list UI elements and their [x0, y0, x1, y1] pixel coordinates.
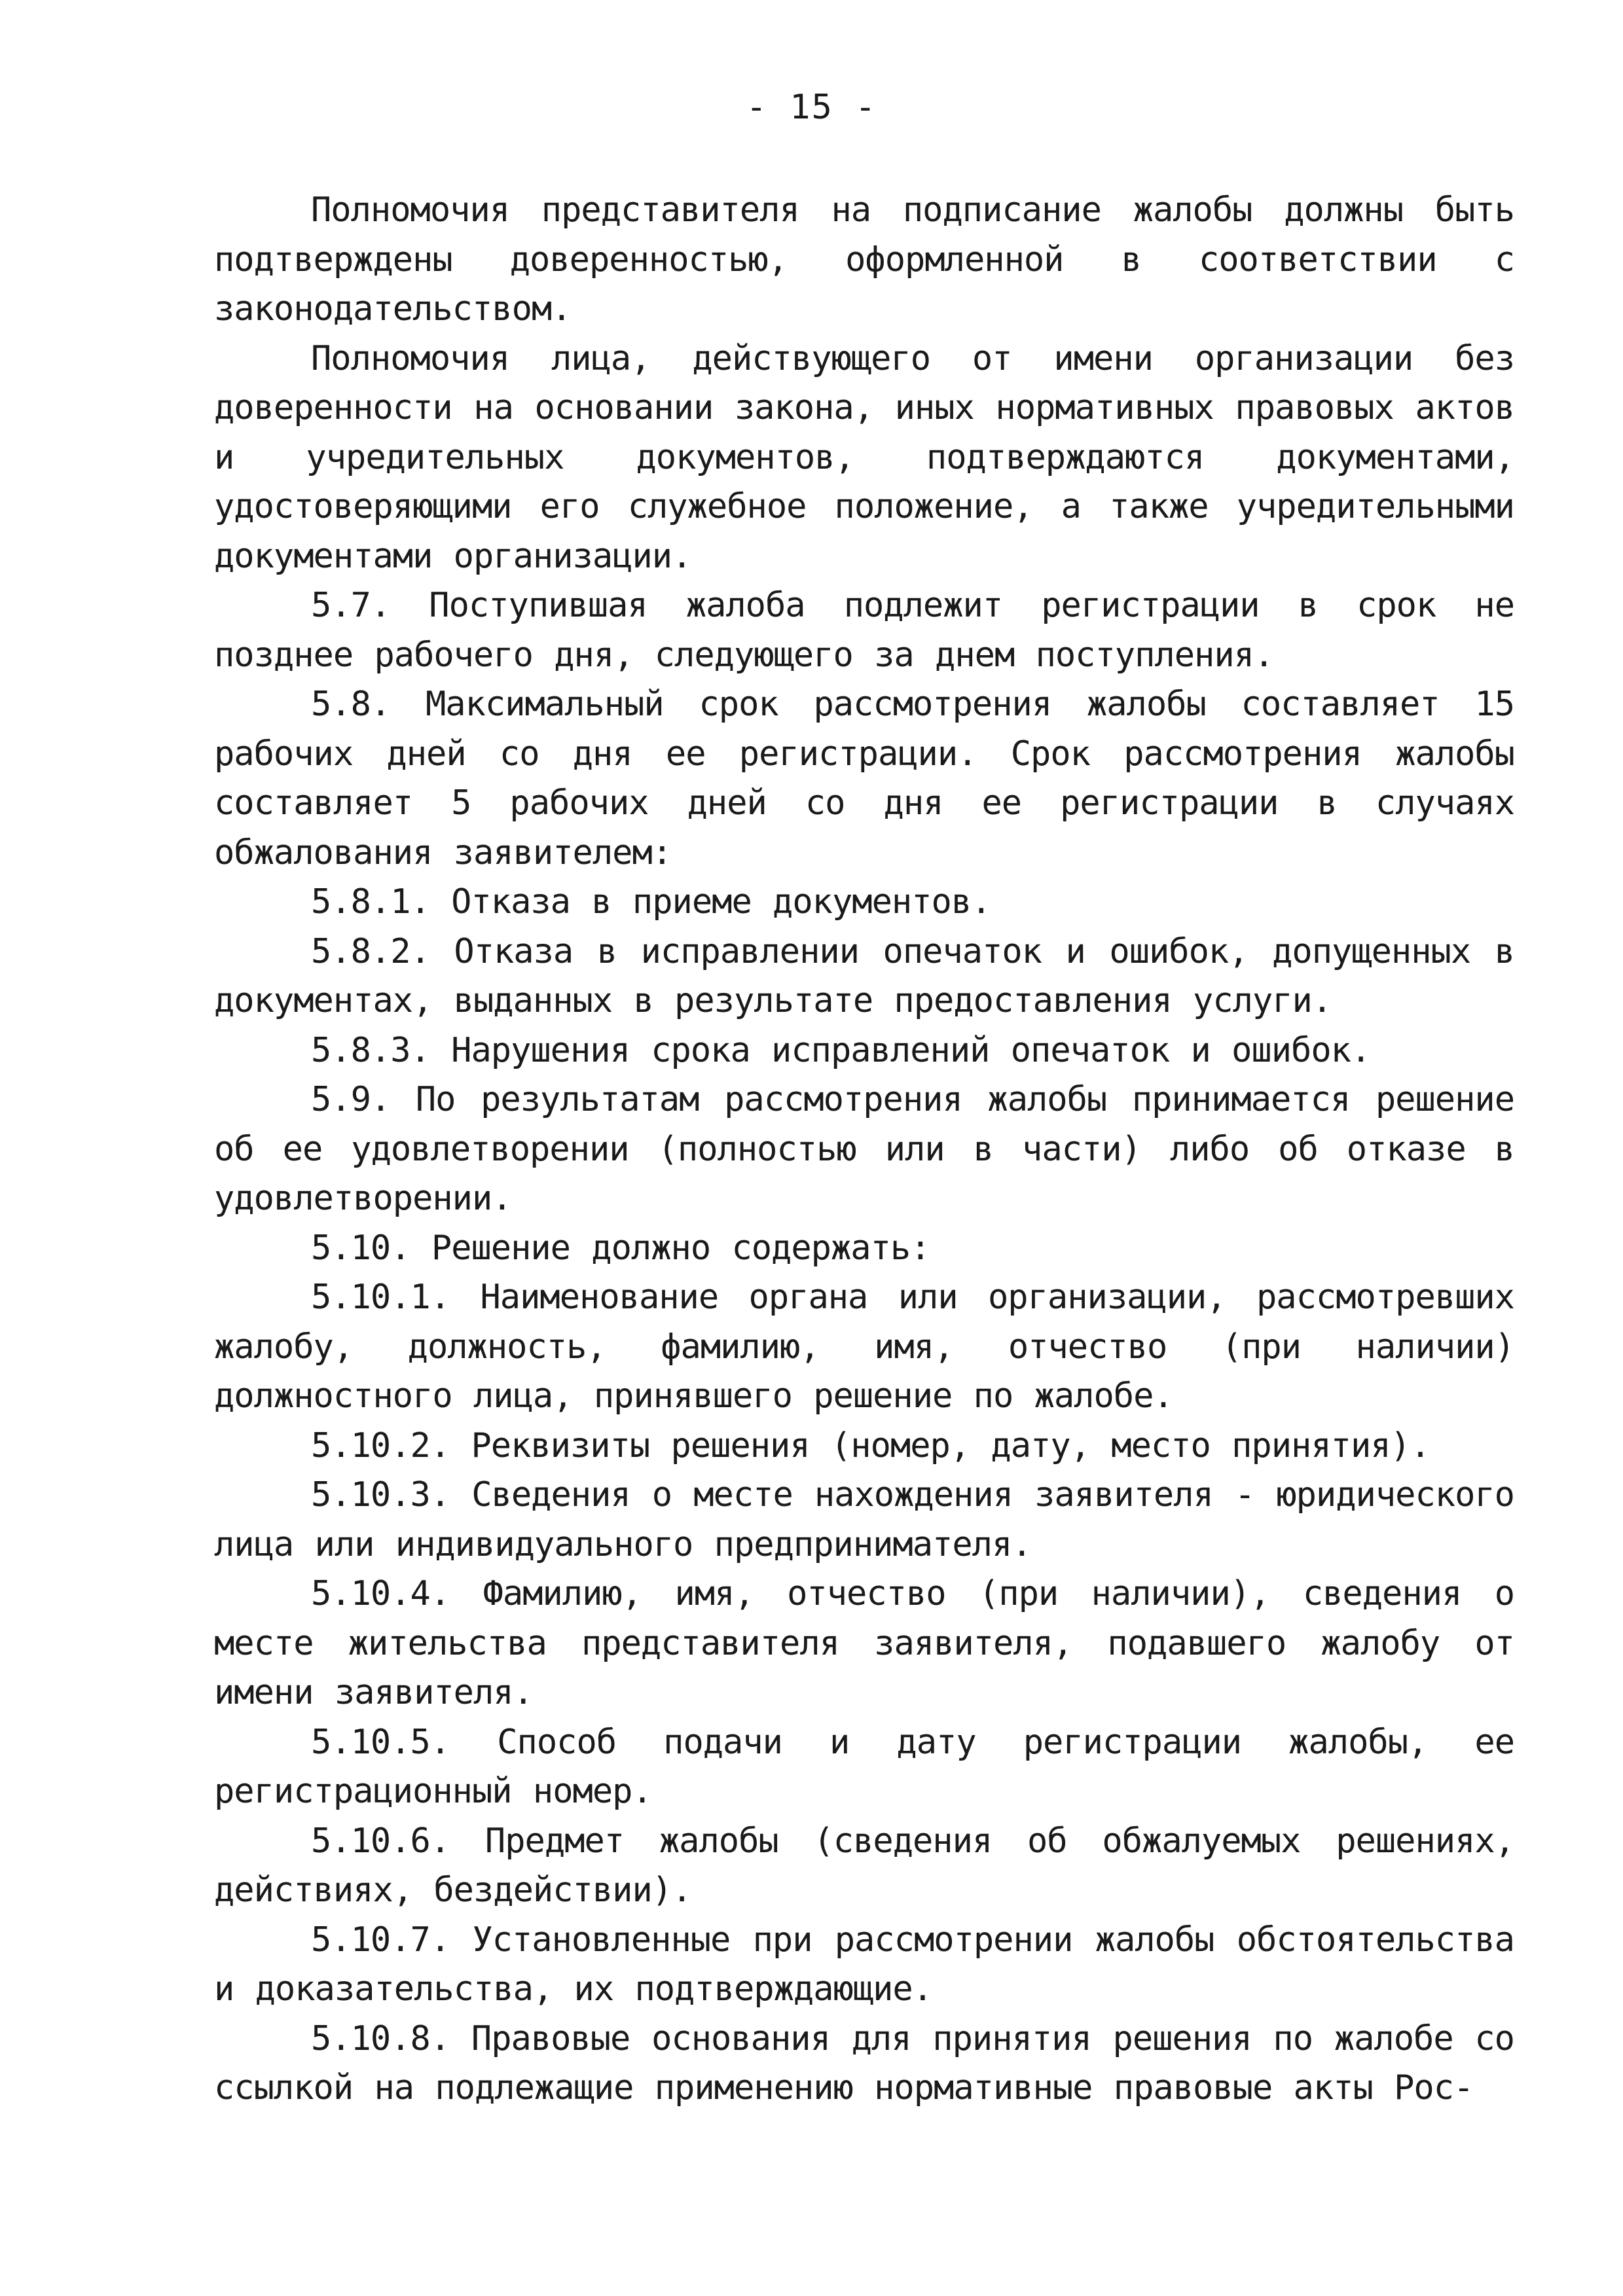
paragraph-5-10: 5.10. Решение должно содержать:: [311, 1228, 930, 1268]
paragraph-5-8-2: 5.8.2. Отказа в исправлении опечаток и ошибок, допущенных в документах, выданных в результате предоставления услуги.: [214, 931, 1514, 1020]
paragraph-5-10-8: 5.10.8. Правовые основания для принятия решения по жалобе со ссылкой на подлежащие применению нормативные правовые акты Рос-: [214, 2018, 1514, 2108]
paragraph-5-10-5: 5.10.5. Способ подачи и дату регистрации жалобы, ее регистрационный номер.: [214, 1722, 1514, 1811]
paragraph-5-8-3: 5.8.3. Нарушения срока исправлений опечаток и ошибок.: [311, 1030, 1371, 1070]
paragraph-5-9: 5.9. По результатам рассмотрения жалобы принимается решение об ее удовлетворении (полностью или в части) либо об отказе в удовлетворении.: [214, 1080, 1514, 1218]
paragraph-5-10-2: 5.10.2. Реквизиты решения (номер, дату, место принятия).: [311, 1426, 1431, 1465]
paragraph-5-10-6: 5.10.6. Предмет жалобы (сведения об обжалуемых решениях, действиях, бездействии).: [214, 1821, 1514, 1910]
paragraph-5-10-7: 5.10.7. Установленные при рассмотрении жалобы обстоятельства и доказательства, их подтверждающие.: [214, 1920, 1514, 2009]
paragraph-5-10-1: 5.10.1. Наименование органа или организации, рассмотревших жалобу, должность, фамилию, имя, отчество (при наличии) должностного лица, принявшего решение по жалобе.: [214, 1278, 1514, 1416]
paragraph-5-10-3: 5.10.3. Сведения о месте нахождения заявителя - юридического лица или индивидуального предпринимателя.: [214, 1475, 1514, 1564]
paragraph-5-7: 5.7. Поступившая жалоба подлежит регистрации в срок не позднее рабочего дня, следующего за днем поступления.: [214, 586, 1514, 675]
paragraph-5-8: 5.8. Максимальный срок рассмотрения жалобы составляет 15 рабочих дней со дня ее регистрации. Срок рассмотрения жалобы составляет 5 рабочих дней со дня ее регистрации в случаях обжалования заявителем:: [214, 685, 1514, 872]
paragraph-organization-authority: Полномочия лица, действующего от имени организации без доверенности на основании закона, иных нормативных правовых актов и учредительных документов, подтверждаются документами, удостоверяющими его служебное положение, а также учредительными документами организации.: [214, 338, 1514, 576]
paragraph-representative-authority: Полномочия представителя на подписание жалобы должны быть подтверждены доверенностью, оформленной в соответствии с законодательством.: [214, 190, 1514, 329]
document-body: [214, 186, 1514, 2113]
page-number: - 15 -: [746, 88, 877, 127]
paragraph-5-8-1: 5.8.1. Отказа в приеме документов.: [311, 882, 991, 922]
paragraph-5-10-4: 5.10.4. Фамилию, имя, отчество (при наличии), сведения о месте жительства представителя заявителя, подавшего жалобу от имени заявителя.: [214, 1574, 1514, 1712]
